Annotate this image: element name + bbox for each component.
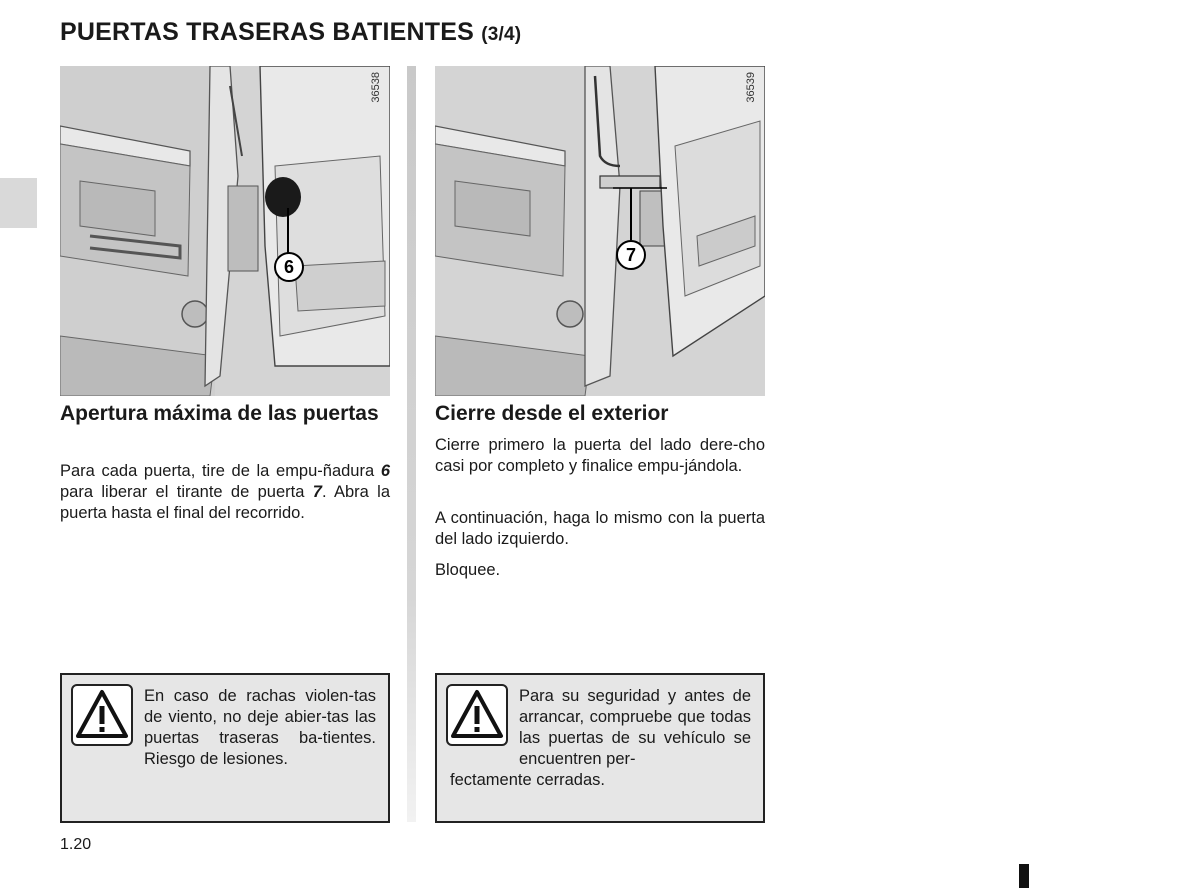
- left-warning-text: En caso de rachas violen-tas de viento, no deje abier-tas las puertas traseras ba-tientes. Riesgo de lesiones.: [144, 687, 376, 768]
- page-title-suffix: (3/4): [481, 24, 522, 45]
- left-body: Para cada puerta, tire de la empu-ñadura 6 para liberar el tirante de puerta 7. Abra la puerta hasta el final del recorrido.: [60, 462, 391, 522]
- column-divider: [407, 66, 416, 822]
- page-corner-mark: [1019, 864, 1029, 888]
- image-reference-number: 36538: [370, 72, 382, 103]
- door-handle-drawing: [60, 66, 390, 396]
- door-strap-drawing: [435, 66, 765, 396]
- left-heading: Apertura máxima de las puertas: [60, 402, 379, 425]
- door-handle-illustration: [60, 66, 390, 396]
- callout-7: [614, 238, 648, 272]
- page-title: PUERTAS TRASERAS BATIENTES (3/4): [60, 18, 522, 46]
- chapter-tab: [0, 178, 37, 228]
- callout-7-label: 7: [625, 245, 637, 265]
- warning-triangle-icon: [446, 684, 508, 746]
- ref-6: 6: [380, 462, 390, 480]
- right-warning-text-cont: fectamente cerradas.: [450, 771, 605, 789]
- callout-6: [272, 250, 306, 284]
- callout-6-label: 6: [283, 257, 295, 277]
- warning-triangle-icon: [71, 684, 133, 746]
- right-warning-box: [435, 673, 765, 823]
- right-para-3: Bloquee.: [435, 561, 501, 579]
- left-warning-box: [60, 673, 390, 823]
- right-para-1: Cierre primero la puerta del lado dere-cho casi por completo y finalice empu-jándola.: [435, 436, 765, 475]
- door-strap-illustration: [435, 66, 765, 396]
- page-number: 1.20: [60, 836, 92, 853]
- right-heading: Cierre desde el exterior: [435, 402, 669, 425]
- right-warning-text: Para su seguridad y antes de arrancar, compruebe que todas las puertas de su vehículo se encuentren per-: [519, 687, 751, 768]
- right-para-2: A continuación, haga lo mismo con la puerta del lado izquierdo.: [435, 509, 765, 548]
- ref-7: 7: [312, 483, 322, 501]
- image-reference-number: 36539: [745, 72, 757, 103]
